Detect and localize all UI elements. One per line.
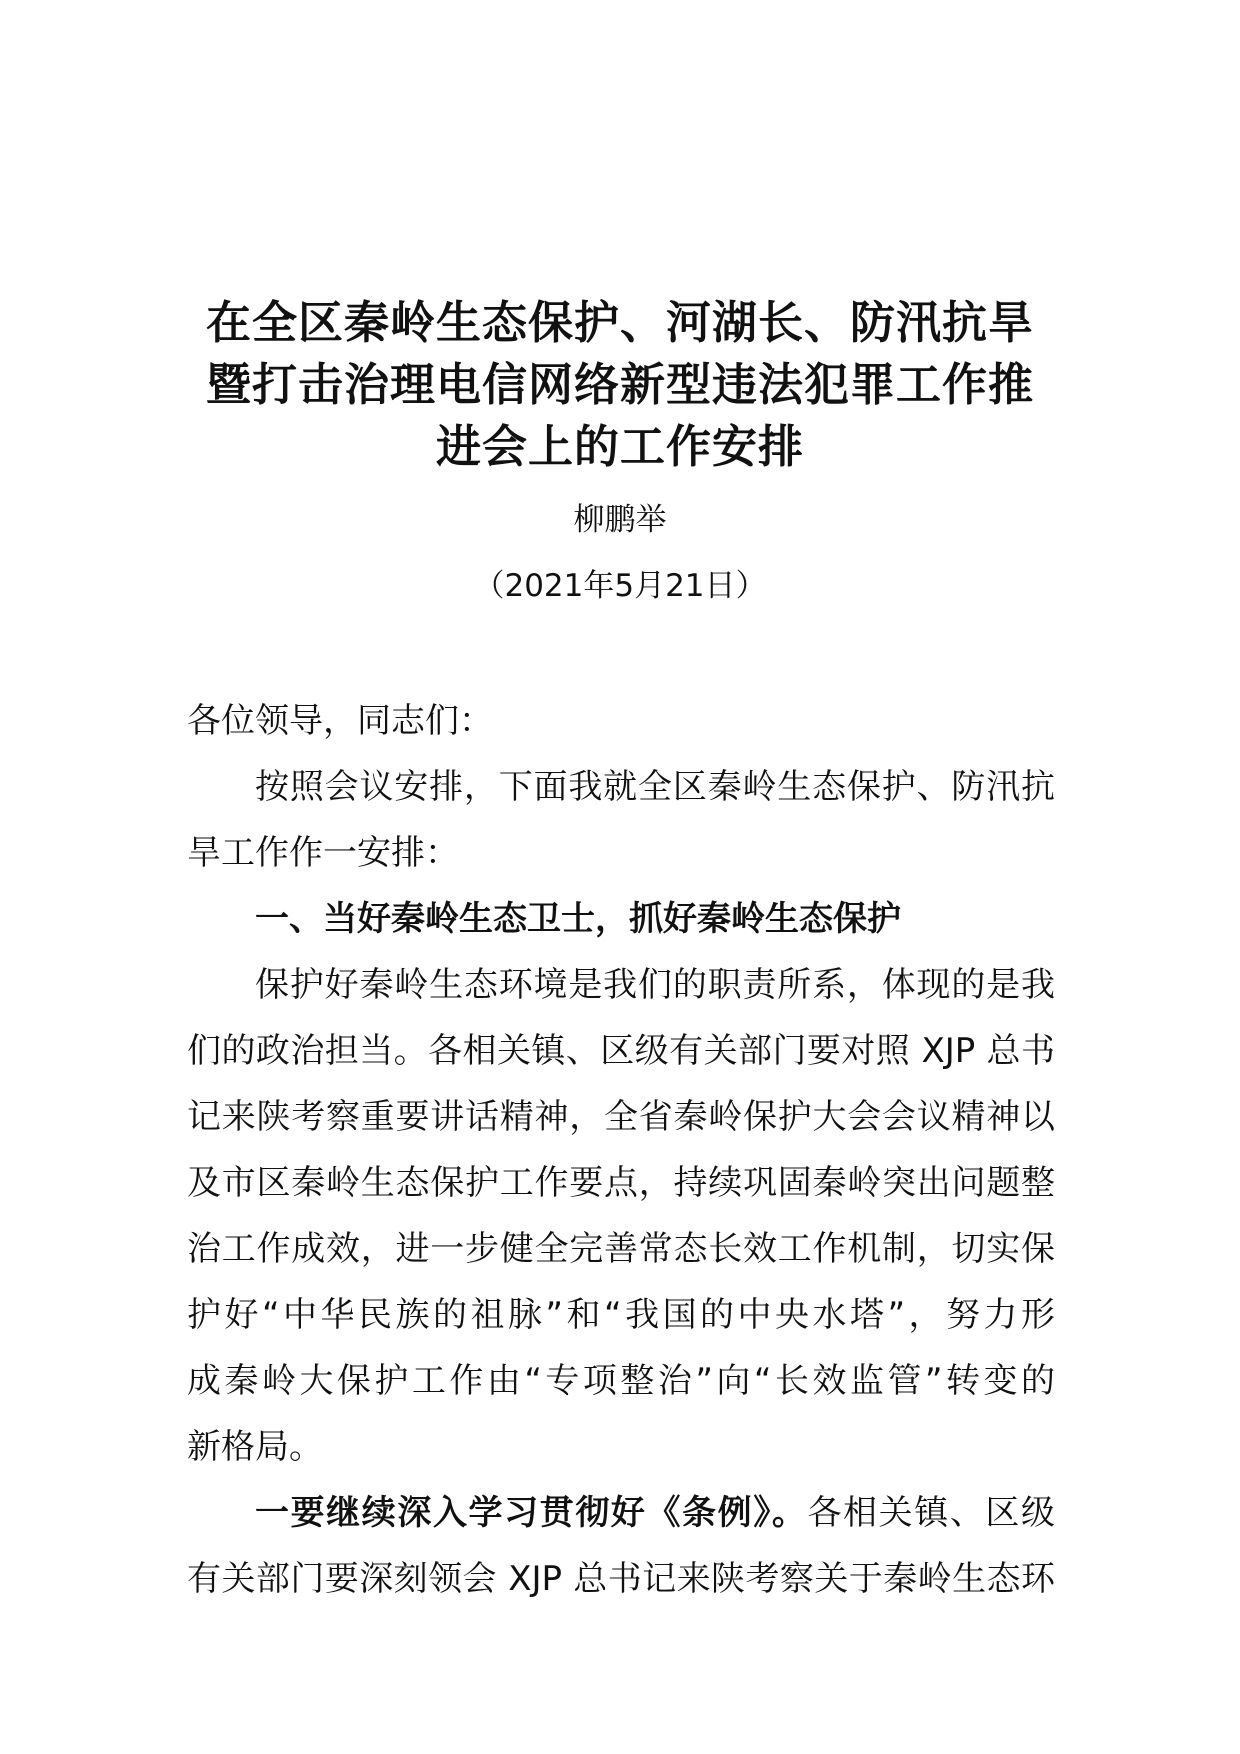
author-name: 柳鹏举: [573, 502, 667, 538]
para1-line-4: 及市区秦岭生态保护工作要点，持续巩固秦岭突出问题整: [187, 1163, 1055, 1203]
para1-line-1: 保护好秦岭生态环境是我们的职责所系，体现的是我: [255, 965, 1055, 1005]
paragraph-2: [187, 1480, 1055, 1612]
para2-line-1-rest: 各相关镇、区级: [807, 1493, 1055, 1533]
para1-line-5: 治工作成效，进一步健全完善常态长效工作机制，切实保: [187, 1229, 1055, 1269]
para1-line-8: 新格局。: [187, 1427, 323, 1467]
para1-line-6: 护好“中华民族的祖脉”和“我国的中央水塔”，努力形: [187, 1295, 1055, 1335]
para1-line-2: 们的政治担当。各相关镇、区级有关部门要对照 XJP 总书: [187, 1031, 1055, 1071]
salutation: 各位领导，同志们：: [187, 701, 493, 741]
paragraph-1: [187, 952, 1055, 1480]
intro-paragraph: [187, 754, 1055, 886]
intro-line-2: 旱工作作一安排：: [187, 833, 459, 873]
para1-line-3: 记来陕考察重要讲话精神，全省秦岭保护大会会议精神以: [187, 1097, 1055, 1137]
document-body: [187, 688, 1055, 1612]
title-line-3: 进会上的工作安排: [435, 420, 804, 473]
para2-lead-bold: 一要继续深入学习贯彻好《条例》。: [255, 1493, 808, 1533]
para1-line-7: 成秦岭大保护工作由“专项整治”向“长效监管”转变的: [187, 1361, 1055, 1401]
speech-date: （2021年5月21日）: [473, 568, 767, 604]
document-title: [150, 292, 1090, 478]
title-line-2: 暨打击治理电信网络新型违法犯罪工作推: [205, 358, 1034, 411]
para2-line-2: 有关部门要深刻领会 XJP 总书记来陕考察关于秦岭生态环: [187, 1559, 1055, 1599]
para2-line-1: [187, 1480, 1055, 1546]
intro-line-1: 按照会议安排，下面我就全区秦岭生态保护、防汛抗: [255, 767, 1055, 807]
title-line-1: 在全区秦岭生态保护、河湖长、防汛抗旱: [205, 296, 1034, 349]
section-heading-1: 一、当好秦岭生态卫士，抓好秦岭生态保护: [255, 899, 901, 939]
